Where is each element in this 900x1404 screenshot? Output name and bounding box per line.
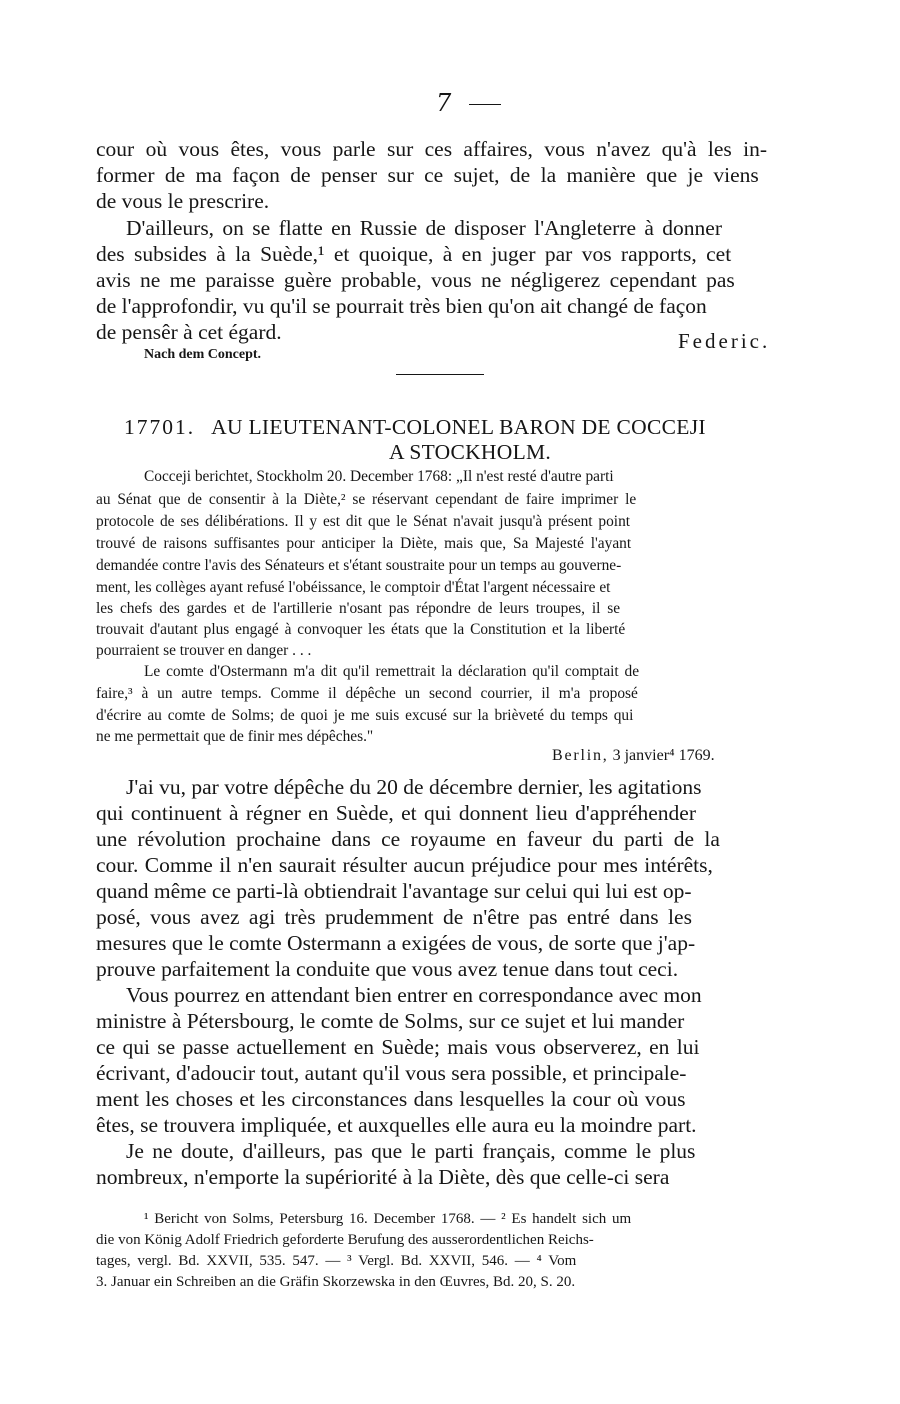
excerpt-line: pourraient se trouver en danger . . . [96,642,312,659]
text-line: posé, vous avez agi très prudemment de n'être pas entré dans les [96,905,692,929]
page-number: 7 [436,88,556,118]
text-line: êtes, se trouvera impliquée, et auxquelles elle aura eu la moindre part. [96,1113,697,1137]
text-line: Vous pourrez en attendant bien entrer en correspondance avec mon [126,983,702,1007]
text-line: ment les choses et les circonstances dans lesquelles la cour où vous [96,1087,686,1111]
excerpt-line: trouvé de raisons suffisantes pour anticiper la Diète, mais que, Sa Majesté l'ayant [96,535,632,552]
letter-heading-line1: AU LIEUTENANT-COLONEL BARON DE COCCEJI [211,415,706,439]
text-line: de pensêr à cet égard. [96,320,282,344]
excerpt-line: Le comte d'Ostermann m'a dit qu'il remettrait la déclaration qu'il comptait de [144,663,640,680]
text-line: quand même ce parti-là obtiendrait l'avantage sur celui qui lui est op- [96,879,692,903]
section-divider [396,374,484,375]
text-line: avis ne me paraisse guère probable, vous ne négligerez cependant pas [96,268,735,292]
text-line: D'ailleurs, on se flatte en Russie de disposer l'Angleterre à donner [126,216,722,240]
footnote-line: 3. Januar ein Schreiben an die Gräfin Skorzewska in den Œuvres, Bd. 20, S. 20. [96,1274,576,1290]
excerpt-line: Cocceji berichtet, Stockholm 20. December 1768: „Il n'est resté d'autre parti [144,468,614,485]
excerpt-line: ment, les collèges ayant refusé l'obéissance, le comptoir d'État l'argent nécessaire et [96,579,611,596]
source-note: Nach dem Concept. [144,347,262,362]
excerpt-line: au Sénat que de consentir à la Diète,² se réservant cependant de faire imprimer le [96,491,637,508]
footnote-line: tages, vergl. Bd. XXVII, 535. 547. — ³ Vergl. Bd. XXVII, 546. — ⁴ Vom [96,1253,577,1269]
text-line: mesures que le comte Ostermann a exigées de vous, de sorte que j'ap- [96,931,696,955]
excerpt-line: ne me permettait que de finir mes dépêches." [96,728,374,745]
text-line: une révolution prochaine dans ce royaume en faveur du parti de la [96,827,720,851]
text-line: cour où vous êtes, vous parle sur ces affaires, vous n'avez qu'à les in- [96,137,768,161]
text-line: qui continuent à régner en Suède, et qui donnent lieu d'appréhender [96,801,696,825]
text-line: de l'approfondir, vu qu'il se pourrait très bien qu'on ait changé de façon [96,294,707,318]
text-line: nombreux, n'emporte la supériorité à la Diète, dès que celle-ci sera [96,1165,670,1189]
footnote-line: ¹ Bericht von Solms, Petersburg 16. December 1768. — ² Es handelt sich um [144,1211,632,1227]
excerpt-line: trouvait d'autant plus engagé à convoquer les états que la Constitution et la liberté [96,621,626,638]
text-line: former de ma façon de penser sur ce sujet, de la manière que je viens [96,163,759,187]
text-line: écrivant, d'adoucir tout, autant qu'il vous sera possible, et principale- [96,1061,687,1085]
text-line: J'ai vu, par votre dépêche du 20 de décembre dernier, les agitations [126,775,702,799]
dateline-place: Berlin, [552,747,609,764]
text-line: cour. Comme il n'en saurait résulter aucun préjudice pour mes intérêts, [96,853,713,877]
letter-heading [124,414,706,440]
text-line: prouve parfaitement la conduite que vous avez tenue dans tout ceci. [96,957,679,981]
footnote-line: die von König Adolf Friedrich geforderte Berufung des ausserordentlichen Reichs- [96,1232,594,1248]
signature: Federic. [678,329,771,353]
text-line: ministre à Pétersbourg, le comte de Solms, sur ce sujet et lui mander [96,1009,685,1033]
text-line: ce qui se passe actuellement en Suède; mais vous observerez, en lui [96,1035,700,1059]
excerpt-line: demandée contre l'avis des Sénateurs et s'étant soustraite pour un temps au gouverne- [96,557,622,574]
excerpt-line: les chefs des gardes et de l'artillerie n'osant pas répondre de leurs troupes, il se [96,600,621,617]
letter-number: 17701. [124,415,196,439]
text-line: des subsides à la Suède,¹ et quoique, à en juger par vos rapports, cet [96,242,732,266]
folio-dash [469,104,501,105]
dateline [552,747,715,765]
dateline-date: 3 janvier⁴ 1769. [612,747,715,764]
excerpt-line: d'écrire au comte de Solms; de quoi je me suis excusé sur la brièveté du temps qui [96,707,634,724]
text-line: Je ne doute, d'ailleurs, pas que le parti français, comme le plus [126,1139,696,1163]
excerpt-line: faire,³ à un autre temps. Comme il dépêche un second courrier, il m'a proposé [96,685,638,702]
text-line: de vous le prescrire. [96,189,270,213]
letter-heading-line2: A STOCKHOLM. [389,440,552,464]
excerpt-line: protocole de ses délibérations. Il y est dit que le Sénat n'avait jusqu'à présent point [96,513,631,530]
